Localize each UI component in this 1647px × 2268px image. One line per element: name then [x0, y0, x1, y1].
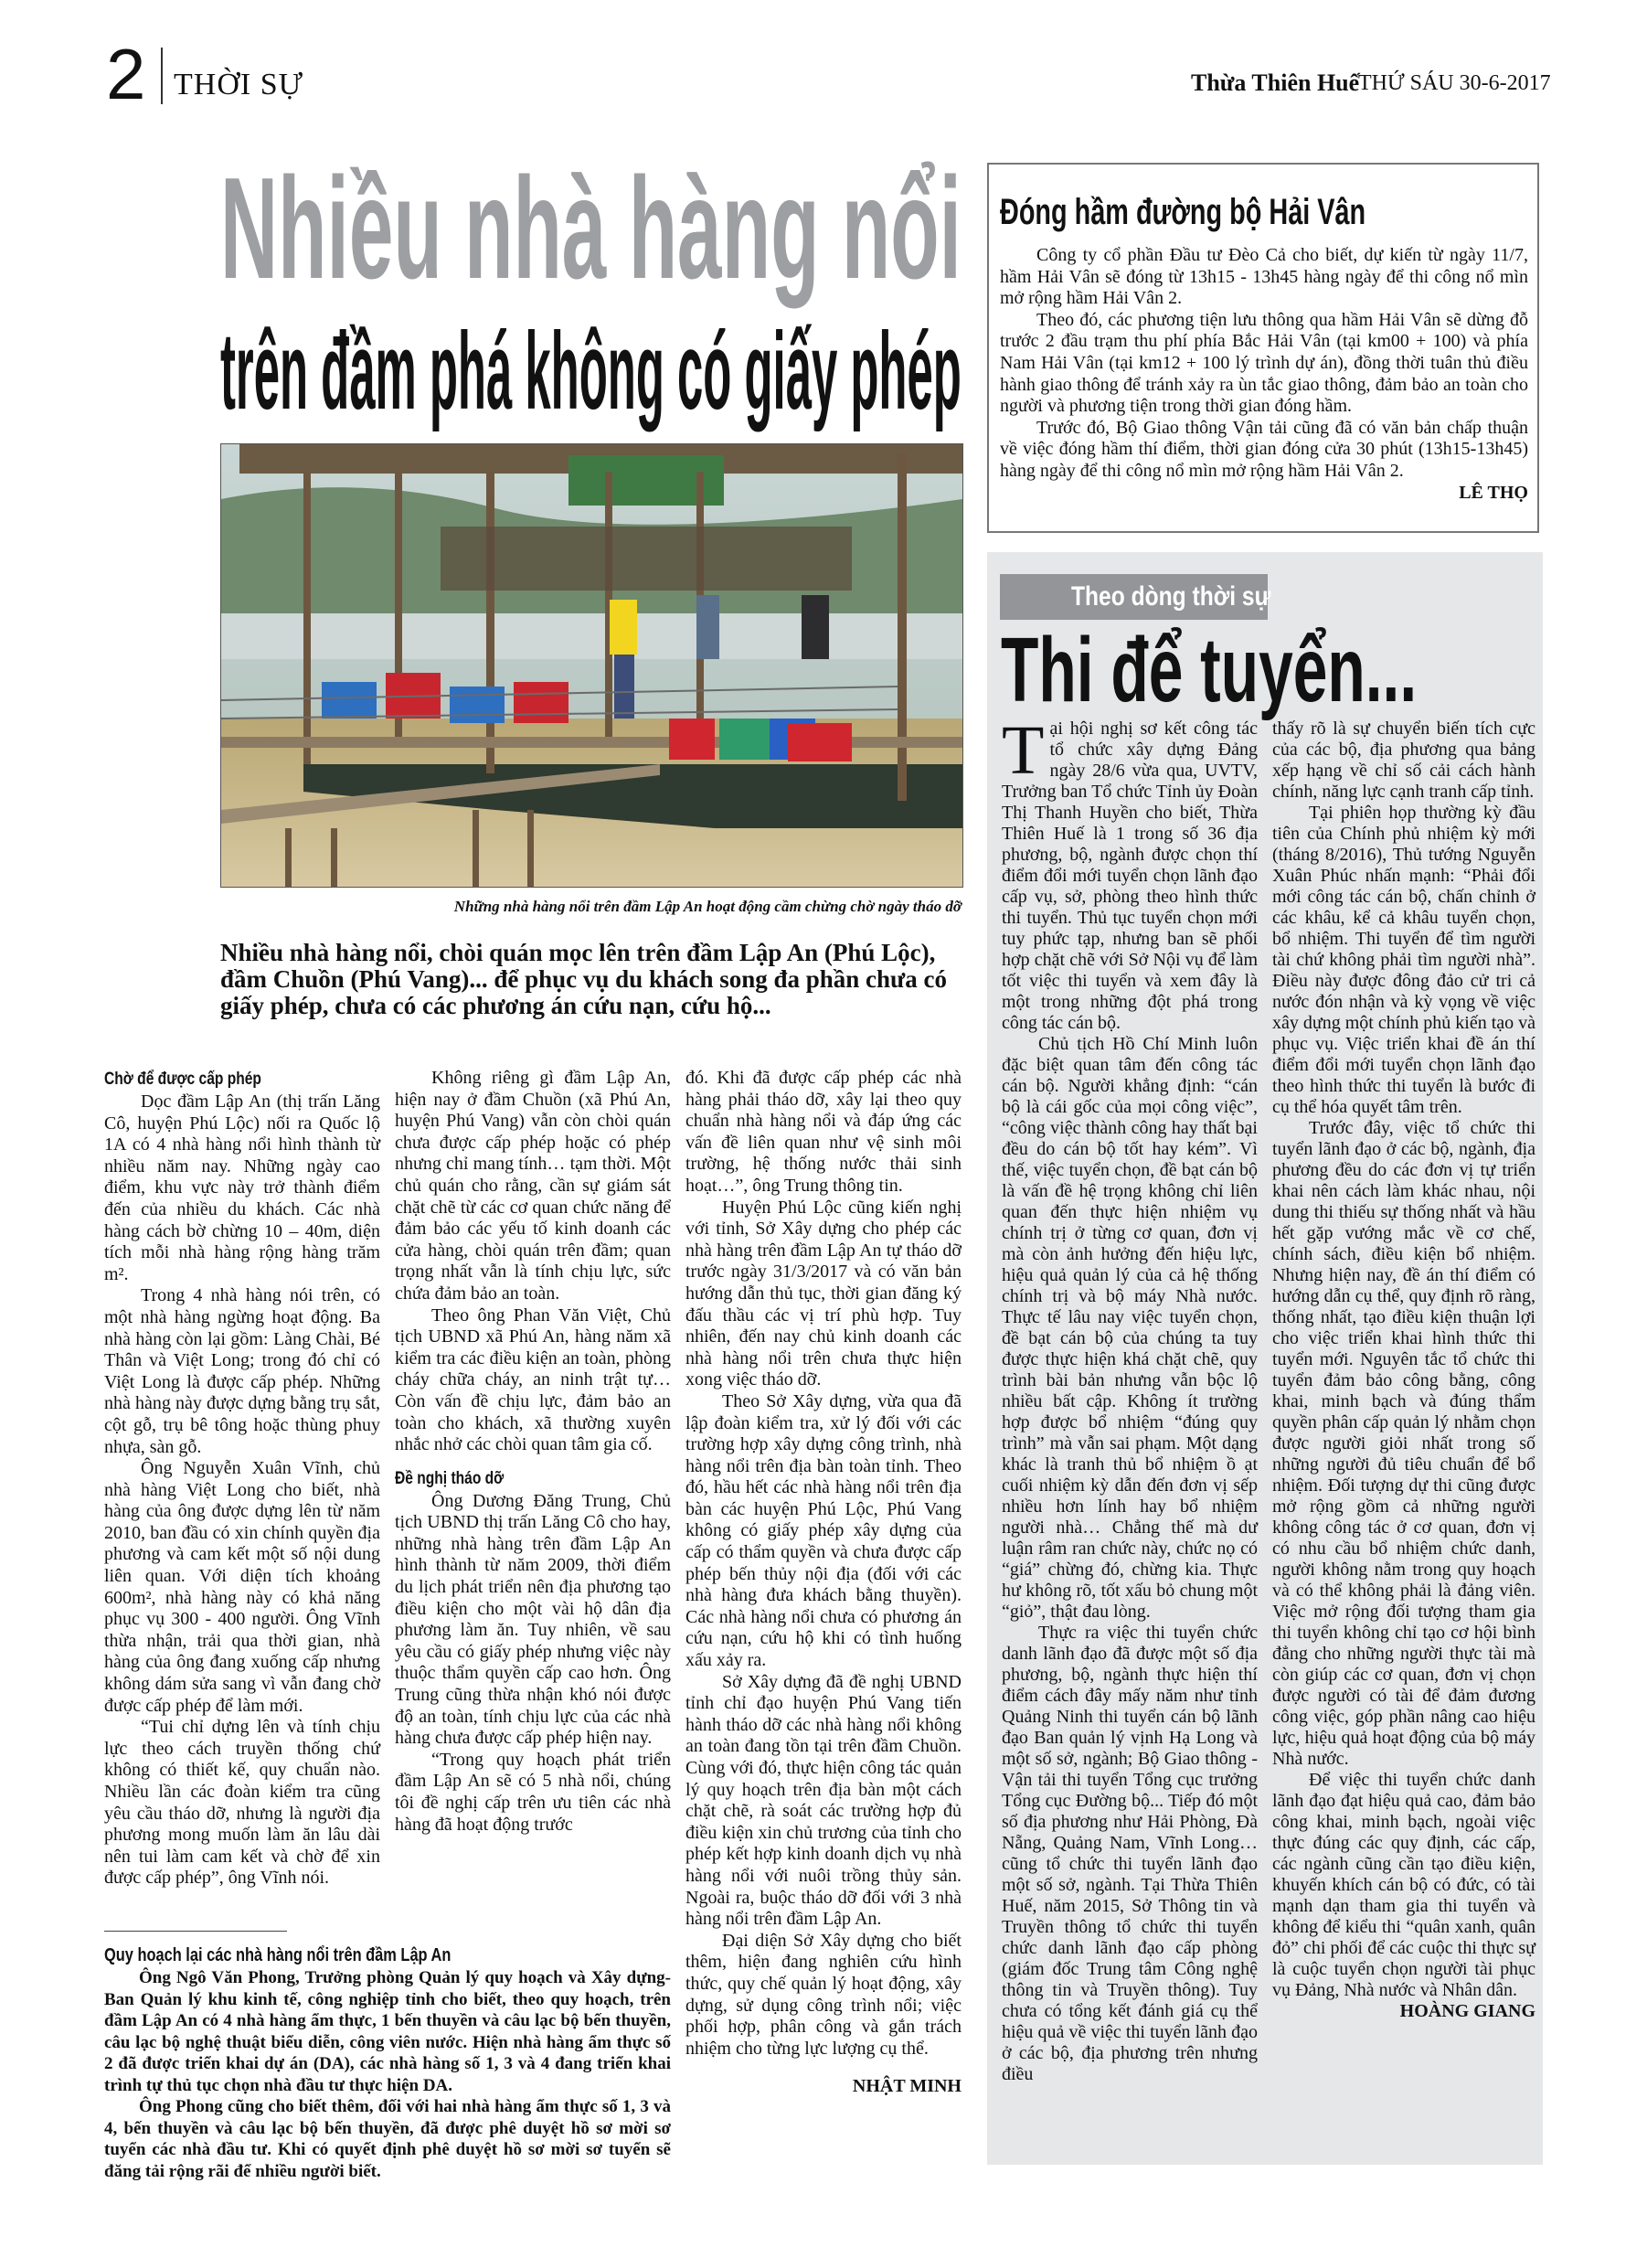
paragraph: Huyện Phú Lộc cũng kiến nghị với tỉnh, Sở Xây dựng cho phép các nhà hàng trên đầm Lập An tự tháo dỡ trước ngày 31/3/2017 và có văn bản hướng dẫn thủ tục, thời gian đăng ký đấu thầu các vị trí phù hợp. Tuy nhiên, đến nay chủ kinh doanh các nhà hàng nổi trên chưa thực hiện xong việc tháo dỡ. — [685, 1197, 962, 1390]
paragraph: Dọc đầm Lập An (thị trấn Lăng Cô, huyện Phú Lộc) nối ra Quốc lộ 1A có 4 nhà hàng nổi hình thành từ nhiều năm nay. Những ngày cao điểm, khu vực này trở thành điểm đến của nhiều du khách. Các nhà hàng cách bờ chừng 10 – 40m, diện tích mỗi nhà hàng rộng hàng trăm m². — [104, 1091, 380, 1284]
divider — [104, 1931, 287, 1932]
box-title: Đóng hầm đường bộ Hải Vân — [1000, 192, 1366, 232]
commentary-title: Thi để tuyển... — [1001, 619, 1418, 721]
photo-floating-restaurants — [220, 443, 963, 888]
headline-line-2: trên đầm phá không có giấy phép — [220, 310, 962, 432]
paragraph: Trước đây, việc tổ chức thi tuyển lãnh đạo ở các bộ, ngành, địa phương đều do các đơn vị tự triển khai nên cách làm khác nhau, nội dung thi thiếu sự thống nhất và hầu hết gặp vướng mắc về cơ chế, chính sách, điều kiện bổ nhiệm. Nhưng hiện nay, đề án thí điểm có hướng dẫn cụ thể, quy định rõ ràng, thống nhất, tạo điều kiện thuận lợi cho việc triển khai hình thức thi tuyển mới. Nguyên tắc tổ chức thi tuyển đảm bảo công bằng, công khai, minh bạch và đúng thẩm quyền phân cấp quản lý nhằm chọn được người giỏi nhất trong số những người đủ tiêu chuẩn để bổ nhiệm. Đối tượng dự thi cũng được mở rộng gồm cả những người không công tác ở cơ quan, đơn vị có nhu cầu bổ nhiệm chức danh, người không nằm trong quy hoạch và có thể không phải là đảng viên. Việc mở rộng đối tượng tham gia thi tuyển không chỉ tạo cơ hội bình đẳng cho những người thực tài mà còn giúp các cơ quan, đơn vị chọn được người có tài để đảm đương công việc, góp phần nâng cao hiệu lực, hiệu quả hoạt động của bộ máy Nhà nước. — [1272, 1118, 1535, 1769]
drop-cap: T — [1002, 712, 1045, 789]
paragraph: Trong 4 nhà hàng nói trên, có một nhà hàng ngừng hoạt động. Ba nhà hàng còn lại gồm: Làng Chài, Bé Thân và Việt Long; trong đó chỉ có Việt Long là được cấp phép. Những nhà hàng này được dựng bằng trụ sắt, cột gỗ, trụ bê tông hoặc thùng phuy nhựa, sàn gỗ. — [104, 1285, 380, 1457]
paragraph: Theo ông Phan Văn Việt, Chủ tịch UBND xã Phú An, hàng năm xã kiểm tra các điều kiện an toàn, phòng cháy chữa cháy, an ninh trật tự… Còn vấn đề chịu lực, đảm bảo an toàn cho khách, xã thường xuyên nhắc nhở các chòi quan tâm gia cố. — [395, 1304, 671, 1455]
subheading: Đề nghị tháo dỡ — [395, 1468, 505, 1488]
planning-box — [104, 1943, 671, 2182]
author-byline: NHẬT MINH — [852, 2076, 962, 2097]
article-lede: Nhiều nhà hàng nổi, chòi quán mọc lên trên đầm Lập An (Phú Lộc), đầm Chuồn (Phú Vang)... để phục vụ du khách song đa phần chưa có giấy phép, chưa có các phương án cứu nạn, cứu hộ... — [220, 939, 947, 1019]
commentary-column-a — [1002, 712, 1258, 2085]
tunnel-news-box — [987, 163, 1539, 533]
paragraph: Ông Phong cũng cho biết thêm, đối với hai nhà hàng ẩm thực số 1, 3 và 4, bến thuyền và câu lạc bộ bến thuyền, đã được phê duyệt hồ sơ mời sơ tuyển các nhà đầu tư. Khi có quyết định phê duyệt hồ sơ mời sơ tuyển sẽ đăng tải rộng rãi để nhiều người biết. — [104, 2097, 671, 2181]
paragraph: Thực ra việc thi tuyển chức danh lãnh đạo đã được một số địa phương, bộ, ngành thực hiện thí điểm cách đây mấy năm như tỉnh Quảng Ninh thi tuyển cán bộ lãnh đạo Ban quản lý vịnh Hạ Long và một số sở, ngành; Bộ Giao thông - Vận tải thi tuyển Tổng cục trưởng Tổng cục Đường bộ... Tiếp đó một số địa phương như Hải Phòng, Đà Nẵng, Quảng Nam, Vĩnh Long… cũng tổ chức thi tuyển lãnh đạo một số sở, ngành. Tại Thừa Thiên Huế, năm 2015, Sở Thông tin và Truyền thông tổ chức thi tuyển chức danh lãnh đạo cấp phòng (giám đốc Trung tâm Công nghệ thông tin và Truyền thông). Tuy chưa có tổng kết đánh giá cụ thể hiệu quả về việc thi tuyển lãnh đạo ở các bộ, địa phương trên nhưng điều — [1002, 1623, 1258, 2084]
subheading: Chờ để được cấp phép — [104, 1070, 261, 1089]
paragraph: Để việc thi tuyển chức danh lãnh đạo đạt hiệu quả cao, đảm bảo công khai, minh bạch, ngoài việc thực đúng các quy định, các cấp, các ngành cũng cần tạo điều kiện, khuyến khích cán bộ có đức, có tài mạnh dạn tham gia thi tuyển và không để kiểu thi “quân xanh, quân đỏ” chi phối để các cuộc thi thực sự là cuộc tuyển chọn người tài phục vụ Đảng, Nhà nước và Nhân dân. — [1272, 1770, 1535, 2000]
photo-caption: Những nhà hàng nổi trên đầm Lập An hoạt động cầm chừng chờ ngày tháo dỡ — [453, 898, 962, 915]
paragraph: Chủ tịch Hồ Chí Minh luôn đặc biệt quan tâm đến công tác cán bộ. Người khẳng định: “cán bộ là cái gốc của mọi công việc”, “công việc thành công hay thất bại đều do cán bộ tốt hay kém”. Vì thế, việc tuyển chọn, đề bạt cán bộ là vấn đề hệ trọng không chỉ liên quan đến thực hiện nhiệm vụ chính trị ở từng cơ quan, đơn vị mà còn ảnh hưởng đến hiệu lực, hiệu quả quản lý của cả hệ thống chính trị và bộ máy Nhà nước. Thực tế lâu nay việc tuyển chọn, đề bạt cán bộ của chúng ta tuy được thực hiện khá chặt chẽ, quy trình bài bản nhưng vẫn bộc lộ nhiều bất cập. Không ít trường hợp được bổ nhiệm “đúng quy trình” mà vẫn sai phạm. Một dạng khác là tranh thủ bổ nhiệm ồ ạt cuối nhiệm kỳ dẫn đến đơn vị sếp nhiều hơn lính hay bổ nhiệm người nhà… Chẳng thế mà dư luận râm ran chức này, chức nọ có “giá” chừng đó, chừng kia. Thực hư không rõ, tốt xấu bỏ chung một “giỏ”, thật đau lòng. — [1002, 1034, 1258, 1622]
paragraph: Tại phiên họp thường kỳ đầu tiên của Chính phủ nhiệm kỳ mới (tháng 8/2016), Thủ tướng Nguyễn Xuân Phúc nhấn mạnh: “Phải đổi mới công tác cán bộ, chấn chỉnh ở các khâu, kể cả khâu tuyển chọn, bổ nhiệm. Thi tuyển để tìm người tài chứ không phải tìm người nhà”. Điều này được đông đảo cử tri cả nước đón nhận và kỳ vọng về việc xây dựng một chính phủ kiến tạo và phục vụ. Việc triển khai đề án thí điểm đổi mới tuyển chọn lãnh đạo theo hình thức thi tuyển là bước đi cụ thể hóa quyết tâm trên. — [1272, 803, 1536, 1117]
author-byline: HOÀNG GIANG — [1399, 2001, 1535, 2021]
paragraph: “Tui chỉ dựng lên và tính chịu lực theo cách truyền thống chứ không có thiết kế, quy chuẩn nào. Nhiều lần các đoàn kiểm tra cũng yêu cầu tháo dỡ, nhưng là người địa phương mong muốn làm ăn lâu dài nên tui làm cam kết và chờ để xin được cấp phép”, ông Vĩnh nói. — [104, 1717, 380, 1889]
paragraph: Đại diện Sở Xây dựng cho biết thêm, hiện đang nghiên cứu hình thức, quy chế quản lý hoạt động, xây dựng, sử dụng công trình nổi; việc phối hợp, phân công và gắn trách nhiệm cho từng lực lượng cụ thể. — [685, 1930, 962, 2059]
paragraph: “Trong quy hoạch phát triển đầm Lập An sẽ có 5 nhà nổi, chúng tôi đề nghị cấp trên ưu tiên các nhà hàng đã hoạt động trước — [395, 1749, 671, 1835]
paragraph: Không riêng gì đầm Lập An, hiện nay ở đầm Chuồn (xã Phú An, huyện Phú Vang) vẫn còn chòi quán chưa được cấp phép hoặc có phép nhưng chỉ mang tính… tạm thời. Một chủ quán cho rằng, cần sự giám sát chặt chẽ từ các cơ quan chức năng để đảm bảo các yếu tố kinh doanh các cửa hàng, chòi quán trên đầm; quan trọng nhất vẫn là tính chịu lực, sức chứa đảm bảo an toàn. — [395, 1068, 671, 1304]
headline-line-1: Nhiều nhà hàng nổi — [220, 148, 962, 309]
commentary-column-b — [1272, 719, 1535, 2022]
paragraph: Công ty cổ phần Đầu tư Đèo Cả cho biết, dự kiến từ ngày 11/7, hầm Hải Vân sẽ đóng từ 13h15 - 13h45 hàng ngày để thi công nổ mìn mở rộng hầm Hải Vân 2. — [1000, 245, 1528, 309]
paragraph: ại hội nghị sơ kết công tác tổ chức xây dựng Đảng ngày 28/6 vừa qua, UVTV, Trưởng ban Tổ chức Tỉnh ủy Đoàn Thị Thanh Huyền cho biết, Thừa Thiên Huế là 1 trong số 36 địa phương, bộ, ngành được chọn thí điểm đổi mới tuyển chọn lãnh đạo cấp vụ, sở, phòng theo hình thức thi tuyển. Thủ tục tuyển chọn mới tuy phức tạp, nhưng ban sẽ phối hợp chặt chẽ với Sở Nội vụ để làm tốt việc thi tuyển và xem đây là một trong những đột phá trong công tác cán bộ. — [1002, 719, 1258, 1033]
paragraph: Theo đó, các phương tiện lưu thông qua hầm Hải Vân sẽ dừng đỗ trước 2 đầu trạm thu phí phía Bắc Hải Vân (tại km00 + 100) và phía Nam Hải Vân (tại km12 + 100 lý trình dự án), đồng thời tuân thủ điều hành giao thông để tránh xảy ra ùn tắc giao thông, đảm bảo an toàn cho người và phương tiện trong thời gian đóng hầm. — [1000, 309, 1528, 417]
author-byline: LÊ THỌ — [1459, 482, 1528, 503]
column-tag-label: Theo dòng thời sự — [1071, 581, 1271, 612]
paragraph: Sở Xây dựng đã đề nghị UBND tỉnh chỉ đạo huyện Phú Vang tiến hành tháo dỡ các nhà hàng nổi không an toàn đang tồn tại trên đầm Chuồn. Cùng với đó, thực hiện công tác quản lý quy hoạch trên địa bàn một cách chặt chẽ, rà soát các trường hợp đủ điều kiện xin chủ trương của tỉnh cho phép kết hợp kinh doanh dịch vụ nhà hàng nổi với nuôi trồng thủy sản. Ngoài ra, buộc tháo dỡ đối với 3 nhà hàng nổi trên đầm Lập An. — [685, 1671, 962, 1930]
article-column-2 — [395, 1068, 671, 1836]
issue-date: THỨ SÁU 30-6-2017 — [1358, 71, 1551, 95]
newspaper-name: Thừa Thiên Huế — [1191, 69, 1360, 96]
box-heading: Quy hoạch lại các nhà hàng nổi trên đầm Lập An — [104, 1945, 452, 1965]
header-divider — [161, 48, 163, 104]
paragraph: Ông Ngô Văn Phong, Trưởng phòng Quản lý quy hoạch và Xây dựng- Ban Quản lý khu kinh tế, công nghiệp tỉnh cho biết, theo quy hoạch, trên đầm Lập An có 4 nhà hàng ẩm thực, 1 bến thuyền và câu lạc bộ bến thuyền, câu lạc bộ nghệ thuật biểu diễn, công viên nước. Hiện nhà hàng ẩm thực số 2 đã được triển khai dự án (DA), các nhà hàng số 1, 3 và 4 đang triển khai trình tự thủ tục chọn nhà đầu tư thực hiện DA. — [104, 1968, 671, 2095]
paragraph: Trước đó, Bộ Giao thông Vận tải cũng đã có văn bản chấp thuận về việc đóng hầm thí điểm, thời gian đóng cửa 30 phút (13h15-13h45) hàng ngày để thi công nổ mìn mở rộng hầm Hải Vân 2. — [1000, 417, 1528, 481]
paragraph: Ông Nguyễn Xuân Vĩnh, chủ nhà hàng Việt Long cho biết, nhà hàng của ông được dựng lên từ năm 2010, ban đầu có xin chính quyền địa phương và cam kết một số nội dung liên quan. Với diện tích khoảng 600m², nhà hàng này có khả năng phục vụ 300 - 400 người. Ông Vĩnh thừa nhận, trải qua thời gian, nhà hàng của ông đang xuống cấp nhưng không dám sửa sang vì vẫn đang chờ được cấp phép để làm mới. — [104, 1458, 380, 1716]
article-column-1 — [104, 1068, 380, 1890]
paragraph: Ông Dương Đăng Trung, Chủ tịch UBND thị trấn Lăng Cô cho hay, những nhà hàng trên đầm Lập An hình thành từ năm 2009, thời điểm du lịch phát triển nên địa phương tạo điều kiện cho một vài hộ dân địa phương làm ăn. Tuy nhiên, về sau yêu cầu có giấy phép nhưng việc này thuộc thẩm quyền cấp cao hơn. Ông Trung cũng thừa nhận khó nói được độ an toàn, tính chịu lực của các nhà hàng chưa được cấp phép hiện nay. — [395, 1490, 671, 1749]
paragraph-continued: đó. Khi đã được cấp phép các nhà hàng phải tháo dỡ, xây lại theo quy chuẩn nhà hàng nổi và đáp ứng các vấn đề liên quan như vệ sinh môi trường, hệ thống nước thải sinh hoạt…”, ông Trung thông tin. — [685, 1068, 962, 1196]
paragraph-continued: thấy rõ là sự chuyển biến tích cực của các bộ, địa phương qua bảng xếp hạng về chỉ số cải cách hành chính, năng lực cạnh tranh cấp tỉnh. — [1272, 719, 1535, 802]
article-column-3 — [685, 1068, 962, 2098]
page-number: 2 — [106, 34, 146, 114]
column-tag — [1000, 574, 1271, 620]
section-name: THỜI SỰ — [174, 68, 303, 101]
paragraph: Theo Sở Xây dựng, vừa qua đã lập đoàn kiểm tra, xử lý đối với các trường hợp xây dựng công trình, nhà hàng nổi trên địa bàn toàn tỉnh. Theo đó, hầu hết các nhà hàng nổi trên địa bàn các huyện Phú Lộc, Phú Vang không có giấy phép xây dựng của cấp có thẩm quyền và chưa được cấp phép bến thủy nội địa (đối với các nhà hàng đưa khách bằng thuyền). Các nhà hàng nổi chưa có phương án cứu nạn, cứu hộ khi có tình huống xấu xảy ra. — [685, 1390, 962, 1671]
